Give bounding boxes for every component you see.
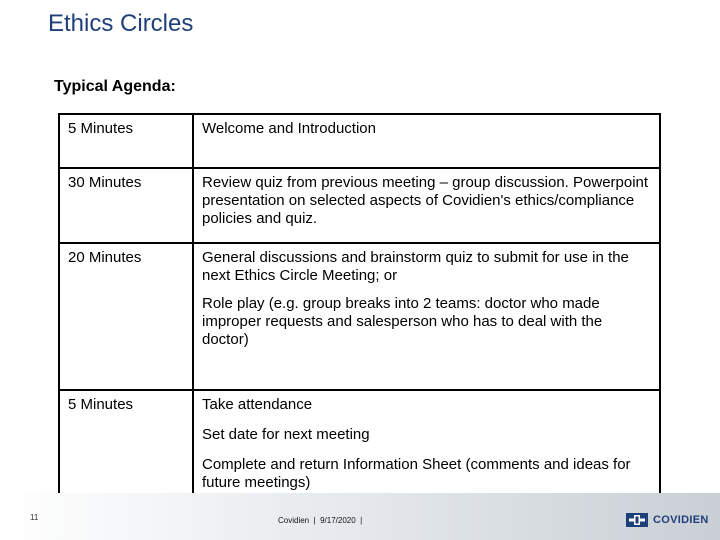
covidien-logo	[626, 512, 709, 528]
activity-text: Set date for next meeting	[202, 426, 370, 443]
activity-text: Welcome and Introduction	[202, 120, 376, 137]
activity-text: Complete and return Information Sheet (comments and ideas for future meetings)	[202, 456, 631, 491]
activity-cell	[193, 243, 660, 390]
activity-text: General discussions and brainstorm quiz to submit for use in the next Ethics Circle Meeting; or	[202, 249, 629, 284]
activity-text: Review quiz from previous meeting – group discussion. Powerpoint presentation on selected aspects of Covidien's ethics/compliance policies and quiz.	[202, 174, 649, 227]
activity-text: Take attendance	[202, 396, 313, 413]
table-row	[59, 243, 660, 390]
duration-cell: 30 Minutes	[59, 168, 193, 243]
agenda-heading: Typical Agenda:	[54, 78, 176, 95]
activity-cell	[193, 390, 660, 498]
logo-text: COVIDIEN	[653, 514, 709, 526]
duration-cell: 20 Minutes	[59, 243, 193, 390]
cross-logo-icon	[626, 513, 648, 527]
page-number: 11	[30, 513, 39, 522]
duration-cell: 5 Minutes	[59, 114, 193, 168]
activity-cell	[193, 168, 660, 243]
duration-cell: 5 Minutes	[59, 390, 193, 498]
table-row	[59, 114, 660, 168]
table-row	[59, 168, 660, 243]
activity-cell	[193, 114, 660, 168]
footer-text: Covidien | 9/17/2020 |	[278, 516, 363, 525]
agenda-table	[58, 113, 661, 499]
activity-text: Role play (e.g. group breaks into 2 teams: doctor who made improper requests and salesperson who has to deal with the doctor)	[202, 295, 603, 348]
slide-title: Ethics Circles	[48, 10, 194, 37]
table-row	[59, 390, 660, 498]
